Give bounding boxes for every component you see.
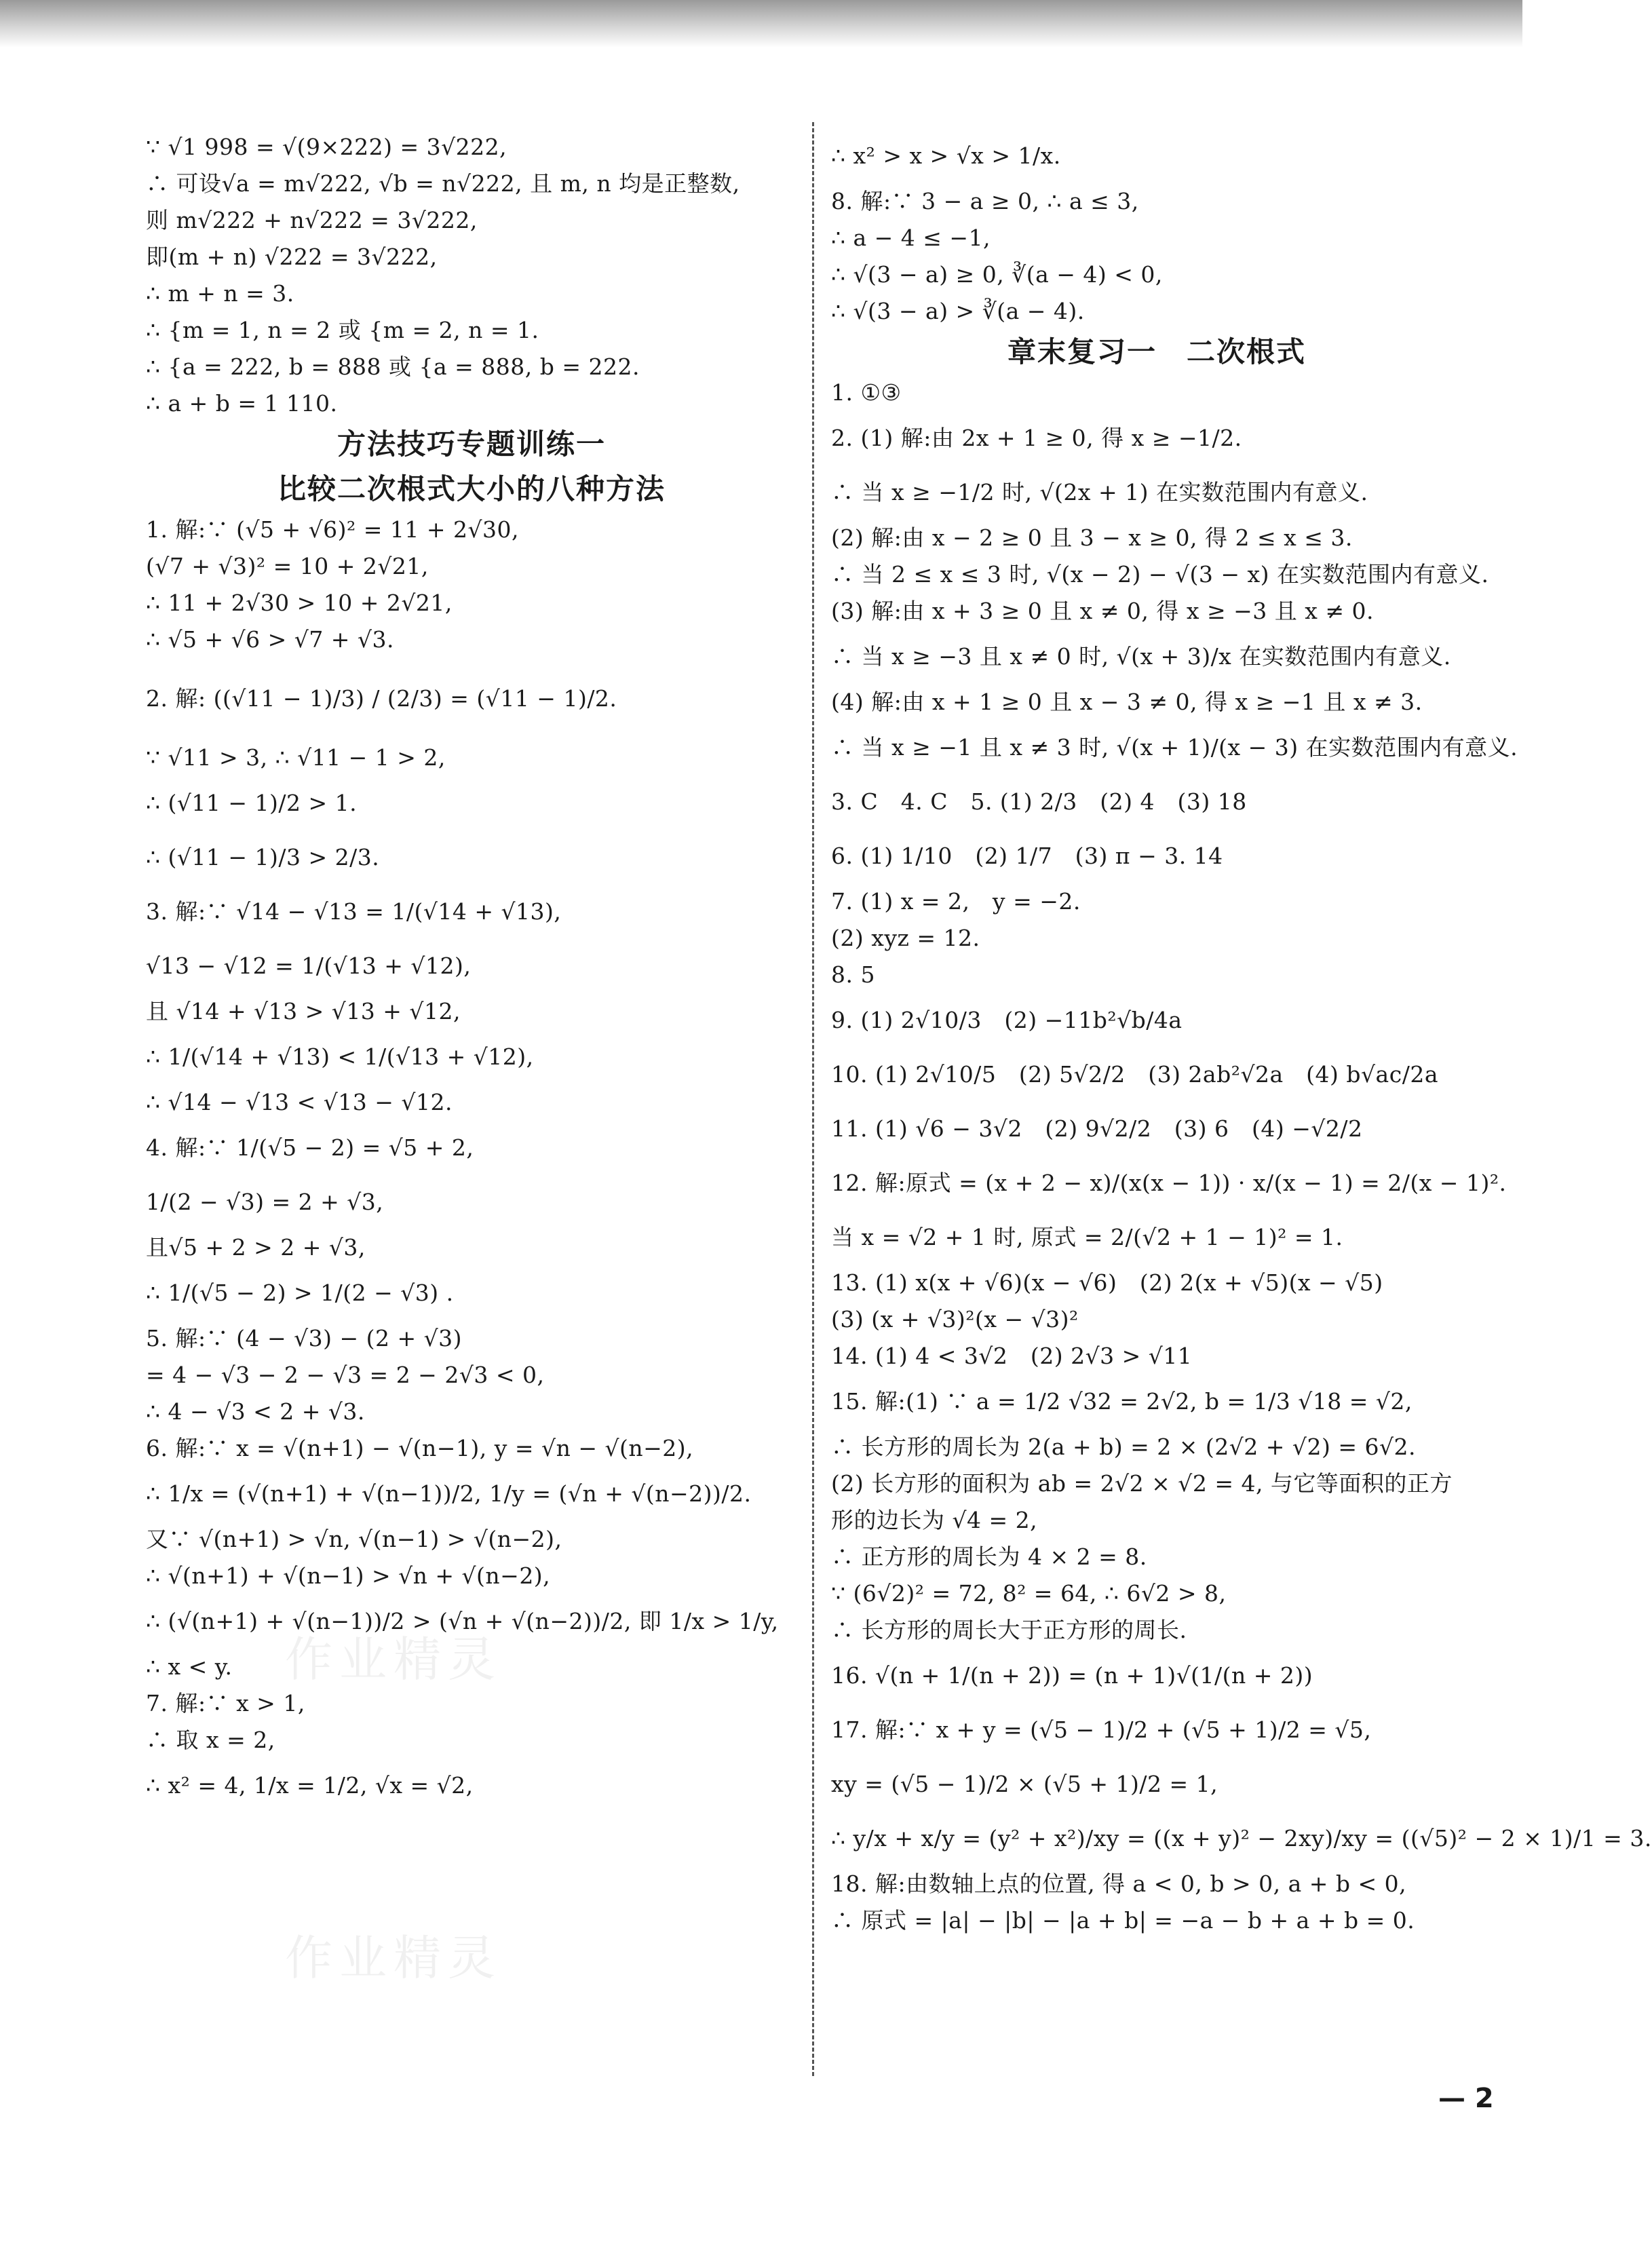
answer-line: ∴ 长方形的周长为 2(a + b) = 2 × (2√2 + √2) = 6√2. — [831, 1434, 1416, 1460]
answer-line: ∴ 当 x ≥ −3 且 x ≠ 0 时, √(x + 3)/x 在实数范围内有意义. — [831, 643, 1451, 670]
answer-line: ∴ 1/(√14 + √13) < 1/(√13 + √12), — [146, 1043, 534, 1070]
watermark: 作业精灵 — [285, 1930, 502, 1986]
answer-line: ∴ √14 − √13 < √13 − √12. — [146, 1089, 453, 1115]
answer-line: ∴ 11 + 2√30 > 10 + 2√21, — [146, 590, 453, 616]
answer-line: 形的边长为 √4 = 2, — [831, 1507, 1038, 1533]
answer-line: √13 − √12 = 1/(√13 + √12), — [146, 953, 472, 979]
answer-line: ∴ 1/(√5 − 2) > 1/(2 − √3) . — [146, 1280, 454, 1306]
answer-line: (3) 解:由 x + 3 ≥ 0 且 x ≠ 0, 得 x ≥ −3 且 x ≠ 0. — [831, 598, 1374, 624]
answer-line: ∴ 当 x ≥ −1/2 时, √(2x + 1) 在实数范围内有意义. — [831, 479, 1368, 505]
answer-line: 8. 5 — [831, 961, 875, 988]
answer-line: ∴ 当 x ≥ −1 且 x ≠ 3 时, √(x + 1)/(x − 3) 在实数范围内有意义. — [831, 734, 1518, 761]
scan-top-band — [0, 0, 1522, 47]
watermark: 作业精灵 — [285, 1632, 502, 1687]
answer-line: 1/(2 − √3) = 2 + √3, — [146, 1189, 384, 1215]
answer-line: 4. 解:∵ 1/(√5 − 2) = √5 + 2, — [146, 1134, 474, 1161]
answer-line: ∴ a − 4 ≤ −1, — [831, 225, 991, 251]
answer-line: 1. 解:∵ (√5 + √6)² = 11 + 2√30, — [146, 516, 519, 543]
answer-line: 10. (1) 2√10/5 (2) 5√2/2 (3) 2ab²√2a (4) b√ac/2a — [831, 1061, 1438, 1088]
answer-line: 8. 解:∵ 3 − a ≥ 0, ∴ a ≤ 3, — [831, 188, 1139, 214]
column-divider — [812, 122, 814, 2076]
answer-line: ∵ (6√2)² = 72, 8² = 64, ∴ 6√2 > 8, — [831, 1580, 1227, 1607]
answer-line: 1. ①③ — [831, 379, 902, 406]
answer-line: ∴ y/x + x/y = (y² + x²)/xy = ((x + y)² − 2xy)/xy = ((√5)² − 2 × 1)/1 = 3. — [831, 1825, 1652, 1851]
answer-line: ∴ (√11 − 1)/2 > 1. — [146, 790, 358, 816]
answer-line: ∴ {a = 222, b = 888 或 {a = 888, b = 222. — [146, 353, 640, 380]
answer-line: 16. √(n + 1/(n + 2)) = (n + 1)√(1/(n + 2)) — [831, 1662, 1313, 1689]
answer-line: (4) 解:由 x + 1 ≥ 0 且 x − 3 ≠ 0, 得 x ≥ −1 且 x ≠ 3. — [831, 689, 1423, 715]
answer-line: ∴ a + b = 1 110. — [146, 390, 338, 417]
answer-line: 7. 解:∵ x > 1, — [146, 1690, 305, 1716]
answer-line: ∴ x < y. — [146, 1653, 233, 1680]
answer-line: 6. (1) 1/10 (2) 1/7 (3) π − 3. 14 — [831, 843, 1223, 869]
answer-line: 15. 解:(1) ∵ a = 1/2 √32 = 2√2, b = 1/3 √18 = √2, — [831, 1388, 1413, 1415]
answer-line: ∴ (√(n+1) + √(n−1))/2 > (√n + √(n−2))/2, 即 1/x > 1/y, — [146, 1608, 779, 1634]
answer-line: (2) xyz = 12. — [831, 925, 980, 951]
answer-line: ∴ 取 x = 2, — [146, 1727, 275, 1753]
answer-line: ∴ √(3 − a) ≥ 0, ∛(a − 4) < 0, — [831, 261, 1163, 288]
answer-line: (2) 解:由 x − 2 ≥ 0 且 3 − x ≥ 0, 得 2 ≤ x ≤ 3. — [831, 524, 1353, 551]
section-title: 比较二次根式大小的八种方法 — [277, 472, 666, 505]
answer-line: 2. (1) 解:由 2x + 1 ≥ 0, 得 x ≥ −1/2. — [831, 425, 1242, 451]
answer-line: (√7 + √3)² = 10 + 2√21, — [146, 553, 429, 579]
answer-line: ∴ 原式 = |a| − |b| − |a + b| = −a − b + a + b = 0. — [831, 1907, 1415, 1934]
answer-line: 且√5 + 2 > 2 + √3, — [146, 1234, 366, 1261]
answer-line: ∴ 当 2 ≤ x ≤ 3 时, √(x − 2) − √(3 − x) 在实数范围内有意义. — [831, 561, 1489, 588]
answer-line: = 4 − √3 − 2 − √3 = 2 − 2√3 < 0, — [146, 1362, 545, 1388]
answer-line: ∴ {m = 1, n = 2 或 {m = 2, n = 1. — [146, 317, 539, 343]
answer-line: 则 m√222 + n√222 = 3√222, — [146, 207, 478, 233]
answer-line: 14. (1) 4 < 3√2 (2) 2√3 > √11 — [831, 1343, 1193, 1369]
answer-line: ∵ √1 998 = √(9×222) = 3√222, — [146, 134, 507, 160]
answer-line: ∴ √(3 − a) > ∛(a − 4). — [831, 298, 1085, 324]
answer-line: ∴ x² > x > √x > 1/x. — [831, 142, 1061, 169]
right-column — [831, 129, 1652, 1939]
section-title: 方法技巧专题训练一 — [337, 427, 606, 461]
answer-line: 7. (1) x = 2, y = −2. — [831, 888, 1081, 915]
answer-line: ∴ (√11 − 1)/3 > 2/3. — [146, 844, 380, 870]
section-title: 章末复习一 二次根式 — [1007, 335, 1306, 368]
answer-line: 当 x = √2 + 1 时, 原式 = 2/(√2 + 1 − 1)² = 1. — [831, 1224, 1343, 1250]
left-column — [146, 129, 797, 1813]
answer-line: ∴ 长方形的周长大于正方形的周长. — [831, 1617, 1187, 1643]
answer-line: ∵ √11 > 3, ∴ √11 − 1 > 2, — [146, 744, 446, 771]
answer-line: xy = (√5 − 1)/2 × (√5 + 1)/2 = 1, — [831, 1771, 1218, 1797]
answer-line: 12. 解:原式 = (x + 2 − x)/(x(x − 1)) · x/(x − 1) = 2/(x − 1)². — [831, 1170, 1507, 1196]
answer-line: 6. 解:∵ x = √(n+1) − √(n−1), y = √n − √(n−2), — [146, 1435, 694, 1461]
answer-line: 13. (1) x(x + √6)(x − √6) (2) 2(x + √5)(x − √5) — [831, 1269, 1383, 1296]
answer-line: 11. (1) √6 − 3√2 (2) 9√2/2 (3) 6 (4) −√2/2 — [831, 1115, 1363, 1142]
answer-line: 17. 解:∵ x + y = (√5 − 1)/2 + (√5 + 1)/2 = √5, — [831, 1716, 1372, 1743]
answer-line: ∴ 4 − √3 < 2 + √3. — [146, 1398, 365, 1425]
answer-line: ∴ m + n = 3. — [146, 280, 294, 307]
answer-line: 3. C 4. C 5. (1) 2/3 (2) 4 (3) 18 — [831, 788, 1247, 815]
answer-line: ∴ √(n+1) + √(n−1) > √n + √(n−2), — [146, 1562, 551, 1589]
answer-line: (3) (x + √3)²(x − √3)² — [831, 1306, 1079, 1332]
answer-line: ∴ 正方形的周长为 4 × 2 = 8. — [831, 1543, 1147, 1570]
answer-line: 3. 解:∵ √14 − √13 = 1/(√14 + √13), — [146, 898, 562, 925]
answer-line: 9. (1) 2√10/3 (2) −11b²√b/4a — [831, 1007, 1183, 1033]
answer-line: (2) 长方形的面积为 ab = 2√2 × √2 = 4, 与它等面积的正方 — [831, 1470, 1453, 1497]
answer-line: 又∵ √(n+1) > √n, √(n−1) > √(n−2), — [146, 1526, 562, 1552]
page-number: — 2 — [1438, 2083, 1494, 2114]
answer-line: 2. 解: ((√11 − 1)/3) / (2/3) = (√11 − 1)/2. — [146, 685, 617, 712]
answer-line: 即(m + n) √222 = 3√222, — [146, 244, 438, 270]
answer-line: ∴ 可设√a = m√222, √b = n√222, 且 m, n 均是正整数, — [146, 170, 740, 197]
answer-line: ∴ 1/x = (√(n+1) + √(n−1))/2, 1/y = (√n + √(n−2))/2. — [146, 1480, 752, 1507]
answer-line: 18. 解:由数轴上点的位置, 得 a < 0, b > 0, a + b < 0, — [831, 1870, 1407, 1897]
answer-line: ∴ √5 + √6 > √7 + √3. — [146, 626, 394, 653]
answer-line: ∴ x² = 4, 1/x = 1/2, √x = √2, — [146, 1772, 474, 1799]
answer-line: 且 √14 + √13 > √13 + √12, — [146, 998, 461, 1024]
answer-line: 5. 解:∵ (4 − √3) − (2 + √3) — [146, 1325, 463, 1351]
